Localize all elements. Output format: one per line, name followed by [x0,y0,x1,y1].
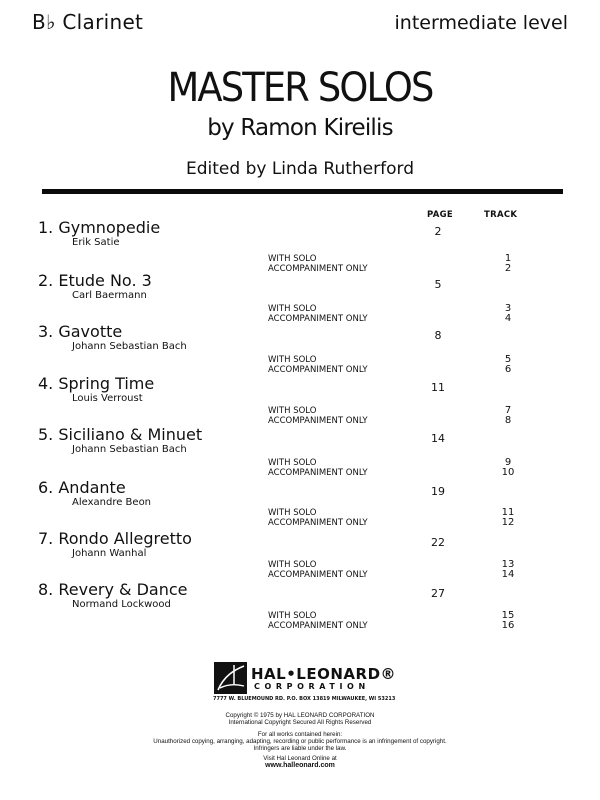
track-accompaniment: 10 [501,467,515,478]
entry-title: 3. Gavotte [38,322,123,341]
entry-page: 2 [434,225,442,238]
entry-composer: Carl Baermann [72,290,147,301]
entry-page: 5 [434,278,442,291]
option-accompaniment-only: ACCOMPANIMENT ONLY [268,518,368,528]
entry-page: 8 [434,329,442,342]
track-accompaniment: 2 [504,263,512,274]
entry-title: 8. Revery & Dance [38,580,188,599]
track-with-solo: 13 [501,559,515,570]
track-with-solo: 3 [504,303,512,314]
column-header-track: TRACK [484,210,518,220]
entry-page: 19 [431,485,445,498]
track-accompaniment: 12 [501,517,515,528]
track-with-solo: 1 [504,253,512,264]
infringers-liable: Infringers are liable under the law. [253,745,347,752]
track-with-solo: 11 [501,507,515,518]
entry-composer: Alexandre Beon [72,497,152,508]
column-header-page: PAGE [427,210,454,220]
track-with-solo: 15 [501,610,515,621]
copyright-secured: International Copyright Secured All Rights Reserved [228,719,372,726]
track-accompaniment: 8 [504,415,512,426]
publisher-name: HAL•LEONARD® [251,665,397,683]
entry-composer: Louis Verroust [72,393,143,404]
entry-page: 22 [431,536,445,549]
website-link[interactable]: www.halleonard.com [265,762,335,769]
entry-page: 27 [431,587,445,600]
publisher-logo [213,662,397,702]
option-with-solo: WITH SOLO [268,355,317,365]
track-with-solo: 5 [504,354,512,365]
entry-title: 4. Spring Time [38,374,155,393]
entry-page: 14 [431,432,445,445]
track-accompaniment: 4 [504,313,512,324]
track-with-solo: 9 [504,457,512,468]
entry-composer: Johann Sebastian Bach [72,444,187,455]
option-with-solo: WITH SOLO [268,458,317,468]
option-accompaniment-only: ACCOMPANIMENT ONLY [268,468,368,478]
visit-online: Visit Hal Leonard Online at [263,755,337,762]
option-with-solo: WITH SOLO [268,611,317,621]
instrument-label: B♭ Clarinet [32,10,144,34]
entry-title: 5. Siciliano & Minuet [38,425,203,444]
copyright-line: Copyright © 1975 by HAL LEONARD CORPORATION [225,712,375,719]
publisher-corp: CORPORATION [254,682,370,691]
entry-composer: Johann Wanhal [72,548,147,559]
option-accompaniment-only: ACCOMPANIMENT ONLY [268,416,368,426]
option-accompaniment-only: ACCOMPANIMENT ONLY [268,570,368,580]
entry-composer: Johann Sebastian Bach [72,341,187,352]
track-accompaniment: 16 [501,620,515,631]
entry-title: 2. Etude No. 3 [38,271,152,290]
option-accompaniment-only: ACCOMPANIMENT ONLY [268,314,368,324]
divider-rule [42,189,563,194]
level-label: intermediate level [394,12,568,34]
editor-line: Edited by Linda Rutherford [186,159,414,179]
entry-title: 1. Gymnopedie [38,218,161,237]
option-accompaniment-only: ACCOMPANIMENT ONLY [268,264,368,274]
entry-title: 6. Andante [38,478,126,497]
hal-leonard-logo-icon [214,662,247,694]
option-accompaniment-only: ACCOMPANIMENT ONLY [268,621,368,631]
author-line: by Ramon Kireilis [207,115,393,141]
track-with-solo: 7 [504,405,512,416]
track-accompaniment: 6 [504,364,512,375]
entry-title: 7. Rondo Allegretto [38,529,192,548]
option-with-solo: WITH SOLO [268,508,317,518]
copyright-warning: Unauthorized copying, arranging, adapting, recording or public performance is an infringement of copyright. [153,738,447,745]
entry-composer: Erik Satie [72,237,120,248]
entry-page: 11 [431,381,445,394]
option-accompaniment-only: ACCOMPANIMENT ONLY [268,365,368,375]
option-with-solo: WITH SOLO [268,406,317,416]
track-accompaniment: 14 [501,569,515,580]
publisher-address: 7777 W. BLUEMOUND RD. P.O. BOX 13819 MILWAUKEE, WI 53213 [213,696,396,702]
option-with-solo: WITH SOLO [268,304,317,314]
option-with-solo: WITH SOLO [268,560,317,570]
entry-composer: Normand Lockwood [72,599,171,610]
for-all-works: For all works contained herein: [257,731,343,738]
book-title: MASTER SOLOS [167,65,433,111]
option-with-solo: WITH SOLO [268,254,317,264]
